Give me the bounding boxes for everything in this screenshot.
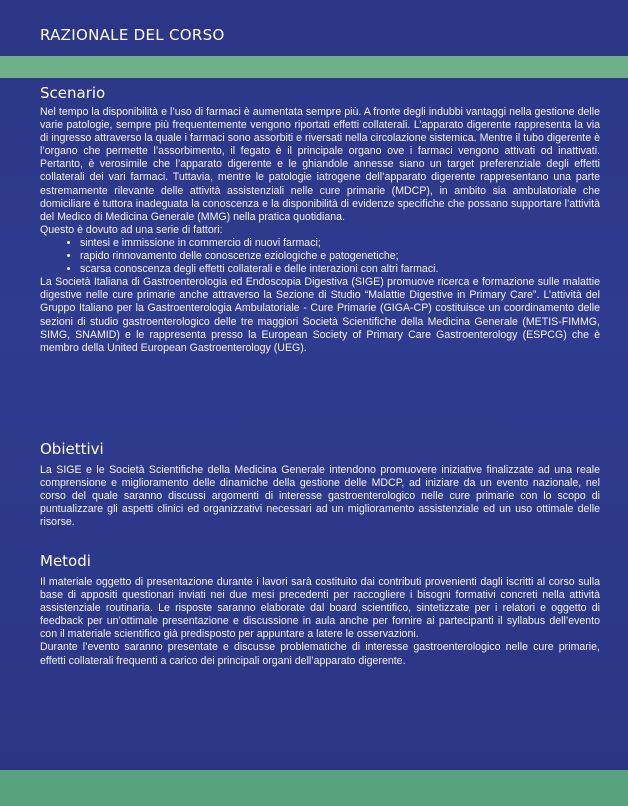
list-item: • sintesi e immissione in commercio di nuovi farmaci;	[80, 237, 600, 250]
metodi-paragraph-1: Il materiale oggetto di presentazione durante i lavori sarà costituito dai contributi provenienti dagli iscritti al corso sulla base di appositi questionari inviati nei due mesi precedenti per raccogliere i bisogni formativi concreti nella attività assistenziale routinaria. Le risposte saranno elaborate dal board scientifico, sintetizzate per i relatori e oggetto di feedback per un’ottimale presentazione e discussione in aula anche per fornire ai partecipanti il syllabus dell’evento con il materiale scientifico già predisposto per appuntare a latere le osservazioni.	[40, 576, 600, 641]
scenario-paragraph-2: Questo è dovuto ad una serie di fattori:	[40, 223, 223, 236]
footer-accent-band	[0, 770, 628, 806]
scenario-factors-list	[40, 237, 600, 276]
section-obiettivi	[40, 440, 600, 529]
page-title: RAZIONALE DEL CORSO	[40, 26, 225, 44]
obiettivi-paragraph-1: La SIGE e le Società Scientifiche della Medicina Generale intendono promuovere iniziative finalizzate ad una reale comprensione e miglioramento delle dinamiche della gestione delle MDCP, ad iniziare da un evento nazionale, nel corso del quale saranno discussi argomenti di interesse gastroenterologico nelle cure primarie con lo scopo di puntualizzare gli aspetti clinici ed organizzativi necessari ad un miglioramento assistenziale ed un uso ottimale delle risorse.	[40, 464, 600, 529]
list-item: • scarsa conoscenza degli effetti collaterali e delle interazioni con altri farmaci.	[80, 263, 600, 276]
section-heading-obiettivi: Obiettivi	[40, 440, 104, 458]
scenario-paragraph-1: Nel tempo la disponibilità e l’uso di farmaci è aumentata sempre più. A fronte degli indubbi vantaggi nella gestione delle varie patologie, sempre più frequentemente vengono riportati effetti collaterali. L’apparato digerente rappresenta la via di ingresso attraverso la quale i farmaci sono assorbiti e riversati nella circolazione sistemica. Mentre il tubo digerente è l’organo che permette l’assorbimento, il fegato è il principale organo ove i farmaci vengono attivati od inattivati. Pertanto, è verosimile che l’apparato digerente e le ghiandole annesse siano un target preferenziale degli effetti collaterali dei vari farmaci. Tuttavia, mentre le patologie iatrogene dell’apparato digerente rappresentano una parte estremamente rilevante delle attività assistenziali nelle cure primarie (MDCP), in ambito sia ambulatoriale che domiciliare è tuttora inadeguata la conoscenza e la disponibilità di evidenze specifiche che possano supportare l’attività del Medico di Medicina Generale (MMG) nella pratica quotidiana.	[40, 106, 600, 223]
section-heading-metodi: Metodi	[40, 552, 91, 570]
section-scenario	[40, 84, 600, 355]
section-heading-scenario: Scenario	[40, 84, 106, 102]
metodi-paragraph-2: Durante l’evento saranno presentate e discusse problematiche di interesse gastroenterologico nelle cure primarie, effetti collaterali frequenti a carico dei principali organi dell’apparato digerente.	[40, 641, 600, 667]
scenario-paragraph-3: La Società Italiana di Gastroenterologia ed Endoscopia Digestiva (SIGE) promuove ricerca e formazione sulle malattie digestive nelle cure primarie anche attraverso la Sezione di Studio “Malattie Digestive in Primary Care”. L’attività del Gruppo Italiano per la Gastroenterologia Ambulatoriale - Cure Primarie (GIGA-CP) costituisce un coordinamento delle sezioni di studio gastroenterologico delle tre maggiori Società Scientifiche della Medicina Generale (METIS-FIMMG, SIMG, SNAMID) e le rappresenta presso la European Society of Primary Care Gastroenterology (ESPCG) che è membro della United European Gastroenterology (UEG).	[40, 276, 600, 354]
list-item: • rapido rinnovamento delle conoscenze eziologiche e patogenetiche;	[80, 250, 600, 263]
header-accent-band	[0, 56, 628, 78]
section-metodi	[40, 552, 600, 668]
